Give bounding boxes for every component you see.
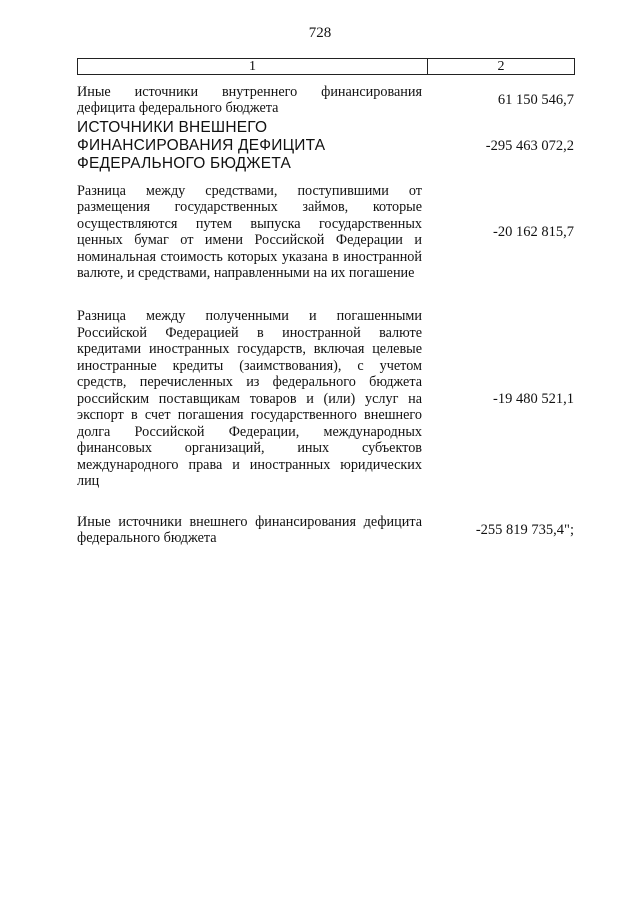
column-header-1: 1 (78, 59, 428, 74)
column-header-2: 2 (497, 59, 505, 74)
table-header (77, 58, 575, 75)
table-body (77, 81, 575, 549)
page-number: 728 (308, 25, 332, 41)
row-description: Разница между средствами, поступившими от размещения государственных займов, которые осуществляются путем выпуска государственных ценных бумаг от имени Российской Федерации и номинальная стоимость которых указана в иностранной валюте, и средствами, направленными на их погашение (77, 182, 422, 281)
table-row (77, 300, 575, 498)
row-value: -295 463 072,2 (485, 137, 574, 154)
row-description: Иные источники внешнего финансирования дефицита федерального бюджета (77, 513, 422, 546)
row-value: 61 150 546,7 (497, 91, 574, 108)
row-description: Разница между полученными и погашенными Российской Федерацией в иностранной валюте кредитами иностранных государств, включая целевые иностранные кредиты (заимствования), с учетом средств, перечисленных из федерального бюджета российским поставщикам товаров и (или) услуг на экспорт в счет погашения государственного внешнего долга Российской Федерации, международных финансовых организаций, иных субъектов международного права и иностранных юридических лиц (77, 308, 422, 490)
row-value: -20 162 815,7 (493, 223, 574, 240)
table-row (77, 119, 575, 172)
row-value: -255 819 735,4"; (475, 521, 574, 538)
table-row (77, 174, 575, 290)
table-row (77, 511, 575, 549)
section-heading: ИСТОЧНИКИ ВНЕШНЕГО ФИНАНСИРОВАНИЯ ДЕФИЦИТА ФЕДЕРАЛЬНОГО БЮДЖЕТА (77, 119, 326, 172)
table-row (77, 81, 575, 119)
row-value: -19 480 521,1 (493, 390, 574, 407)
row-description: Иные источники внутреннего финансирования дефицита федерального бюджета (77, 83, 422, 116)
